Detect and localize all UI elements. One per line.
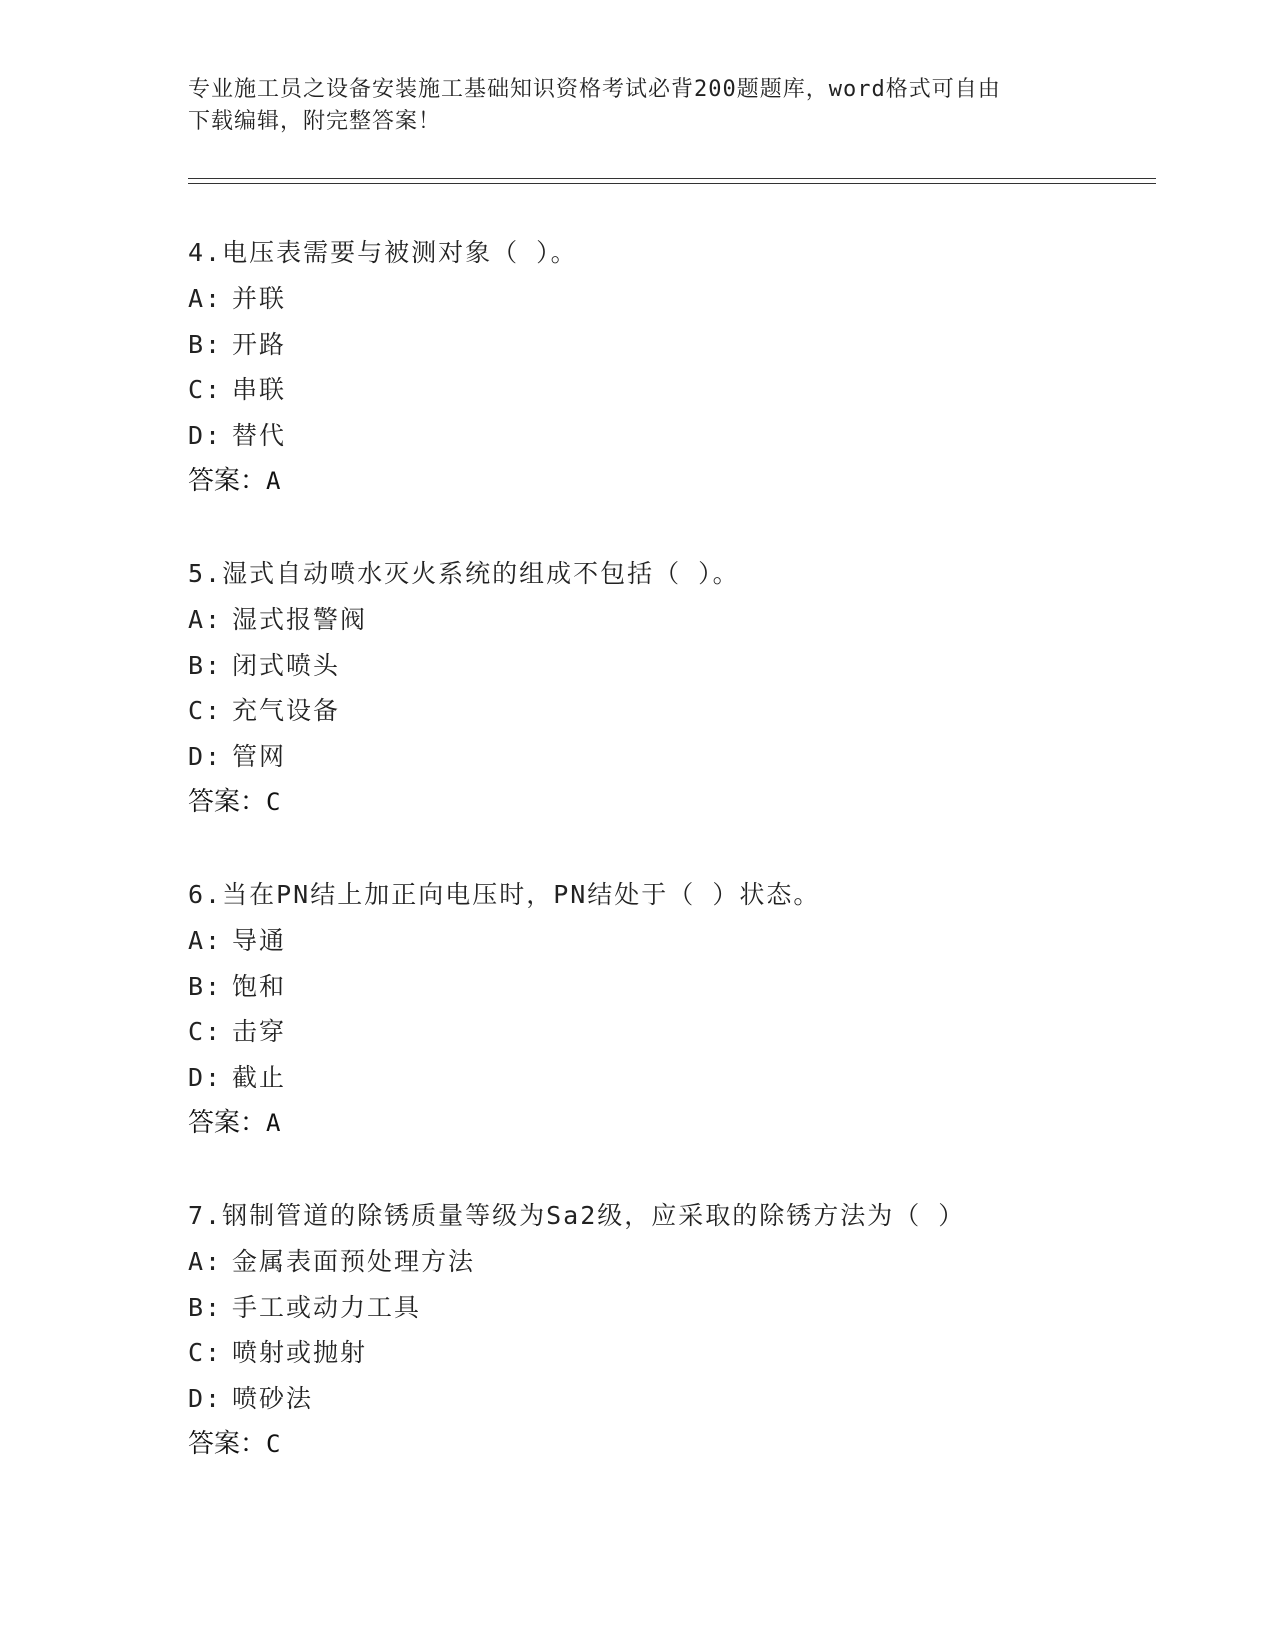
option-d <box>188 1376 1148 1422</box>
option-text: 替代 <box>232 420 287 450</box>
option-b <box>188 643 1148 689</box>
answer-label: 答案： <box>188 1108 267 1138</box>
option-key: C: <box>188 1338 223 1367</box>
document-header <box>188 74 1088 138</box>
option-c <box>188 1009 1148 1055</box>
option-key: A: <box>188 926 223 955</box>
answer-label: 答案： <box>188 787 267 817</box>
answer-label: 答案： <box>188 1429 267 1459</box>
option-key: D: <box>188 1062 223 1092</box>
option-text: 截止 <box>232 1062 287 1092</box>
option-c <box>188 367 1148 413</box>
option-text: 开路 <box>232 329 287 359</box>
answer-value: C <box>266 788 281 816</box>
question-item <box>188 551 1148 825</box>
answer-value: A <box>266 1109 281 1137</box>
answer-line <box>188 1421 1148 1467</box>
option-d <box>188 1055 1148 1101</box>
option-b <box>188 964 1148 1010</box>
option-key: C: <box>188 375 223 404</box>
option-key: D: <box>188 1383 223 1413</box>
header-line-1: 专业施工员之设备安装施工基础知识资格考试必背200题题库，word格式可自由 <box>188 77 1001 102</box>
question-stem: 5.湿式自动喷水灭火系统的组成不包括（ ）。 <box>188 559 740 588</box>
answer-line <box>188 1100 1148 1146</box>
option-key: A: <box>188 605 223 634</box>
option-key: D: <box>188 420 223 450</box>
option-text: 管网 <box>232 741 287 771</box>
header-line-2: 下载编辑，附完整答案！ <box>188 109 442 134</box>
option-c <box>188 1330 1148 1376</box>
option-text: 串联 <box>232 375 287 404</box>
option-c <box>188 688 1148 734</box>
option-text: 饱和 <box>232 971 287 1001</box>
option-key: B: <box>188 1292 223 1322</box>
question-stem: 6.当在PN结上加正向电压时，PN结处于（ ）状态。 <box>188 880 821 909</box>
option-key: B: <box>188 329 223 359</box>
option-key: B: <box>188 650 223 680</box>
option-text: 湿式报警阀 <box>232 605 368 634</box>
option-b <box>188 1285 1148 1331</box>
header-divider-top <box>188 178 1156 179</box>
option-text: 金属表面预处理方法 <box>232 1247 476 1276</box>
option-text: 闭式喷头 <box>232 650 341 680</box>
option-b <box>188 322 1148 368</box>
option-key: A: <box>188 284 223 313</box>
question-item <box>188 872 1148 1146</box>
answer-value: C <box>266 1430 281 1458</box>
option-a <box>188 597 1148 643</box>
option-text: 充气设备 <box>232 696 341 725</box>
option-text: 导通 <box>232 926 287 955</box>
question-item <box>188 230 1148 504</box>
option-d <box>188 734 1148 780</box>
option-a <box>188 1239 1148 1285</box>
header-divider-bottom <box>188 183 1156 184</box>
option-a <box>188 918 1148 964</box>
option-text: 手工或动力工具 <box>232 1292 422 1322</box>
option-key: D: <box>188 741 223 771</box>
answer-line <box>188 458 1148 504</box>
question-list <box>188 230 1148 1514</box>
option-a <box>188 276 1148 322</box>
answer-label: 答案： <box>188 466 267 496</box>
answer-value: A <box>266 467 281 495</box>
option-key: C: <box>188 696 223 725</box>
answer-line <box>188 779 1148 825</box>
question-item <box>188 1193 1148 1467</box>
option-d <box>188 413 1148 459</box>
option-text: 喷砂法 <box>232 1383 314 1413</box>
option-text: 并联 <box>232 284 287 313</box>
question-stem: 4.电压表需要与被测对象（ ）。 <box>188 238 578 267</box>
option-key: C: <box>188 1017 223 1046</box>
question-stem: 7.钢制管道的除锈质量等级为Sa2级，应采取的除锈方法为（ ） <box>188 1201 966 1230</box>
option-text: 击穿 <box>232 1017 287 1046</box>
option-key: A: <box>188 1247 223 1276</box>
option-key: B: <box>188 971 223 1001</box>
option-text: 喷射或抛射 <box>232 1338 368 1367</box>
